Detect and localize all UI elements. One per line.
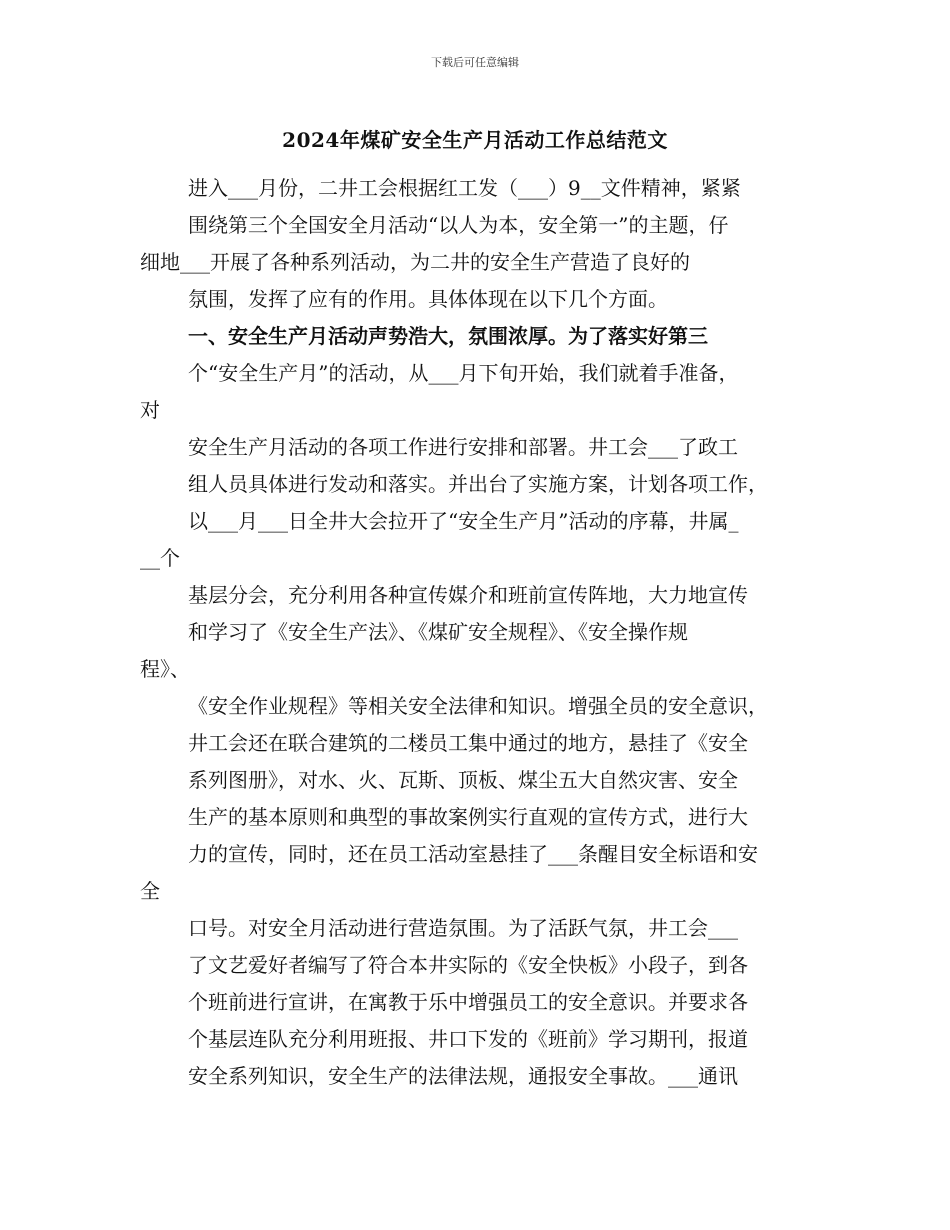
body-line: 口号。对安全月活动进行营造氛围。为了活跃气氛，井工会___ (188, 916, 738, 940)
body-line: 程》、 (140, 657, 190, 681)
body-line: 围绕第三个全国安全月活动“以人为本，安全第一”的主题，仔 (188, 213, 729, 237)
body-line: 和学习了《安全生产法》、《煤矿安全规程》、《安全操作规 (188, 620, 688, 644)
body-line: 全 (140, 879, 160, 903)
document-title: 2024年煤矿安全生产月活动工作总结范文 (282, 128, 668, 152)
body-line: 个班前进行宣讲，在寓教于乐中增强员工的安全意识。并要求各 (188, 990, 748, 1014)
body-line: 以___月___日全井大会拉开了“安全生产月”活动的序幕，井属_ (188, 509, 739, 533)
body-line: 个基层连队充分利用班报、井口下发的《班前》学习期刊，报道 (188, 1027, 748, 1051)
header-note: 下载后可任意编辑 (431, 56, 519, 69)
body-line: 力的宣传，同时，还在员工活动室悬挂了___条醒目安全标语和安 (188, 842, 758, 866)
body-line: 个“安全生产月”的活动，从___月下旬开始，我们就着手准备， (188, 361, 739, 385)
body-line: __个 (140, 546, 180, 570)
body-line: 了文艺爱好者编写了符合本井实际的《安全快板》小段子，到各 (188, 953, 748, 977)
section-heading: 一、安全生产月活动声势浩大，氛围浓厚。为了落实好第三 (188, 324, 708, 348)
body-line: 细地___开展了各种系列活动，为二井的安全生产营造了良好的 (140, 250, 690, 274)
body-line: 系列图册》，对水、火、瓦斯、顶板、煤尘五大自然灾害、安全 (188, 768, 738, 792)
body-line: 基层分会，充分利用各种宣传媒介和班前宣传阵地，大力地宣传 (188, 583, 748, 607)
body-line: 组人员具体进行发动和落实。并出台了实施方案，计划各项工作， (188, 472, 768, 496)
body-line: 井工会还在联合建筑的二楼员工集中通过的地方，悬挂了《安全 (188, 731, 748, 755)
body-line: 安全生产月活动的各项工作进行安排和部署。井工会___了政工 (188, 435, 738, 459)
body-line: 氛围，发挥了应有的作用。具体体现在以下几个方面。 (188, 287, 668, 311)
body-line: 《安全作业规程》等相关安全法律和知识。增强全员的安全意识， (188, 694, 768, 718)
body-line: 安全系列知识，安全生产的法律法规，通报安全事故。___通讯 (188, 1064, 738, 1088)
body-line: 进入___月份，二井工会根据红工发（___）9__文件精神，紧紧 (188, 176, 741, 200)
body-line: 生产的基本原则和典型的事故案例实行直观的宣传方式，进行大 (188, 805, 748, 829)
body-line: 对 (140, 398, 160, 422)
